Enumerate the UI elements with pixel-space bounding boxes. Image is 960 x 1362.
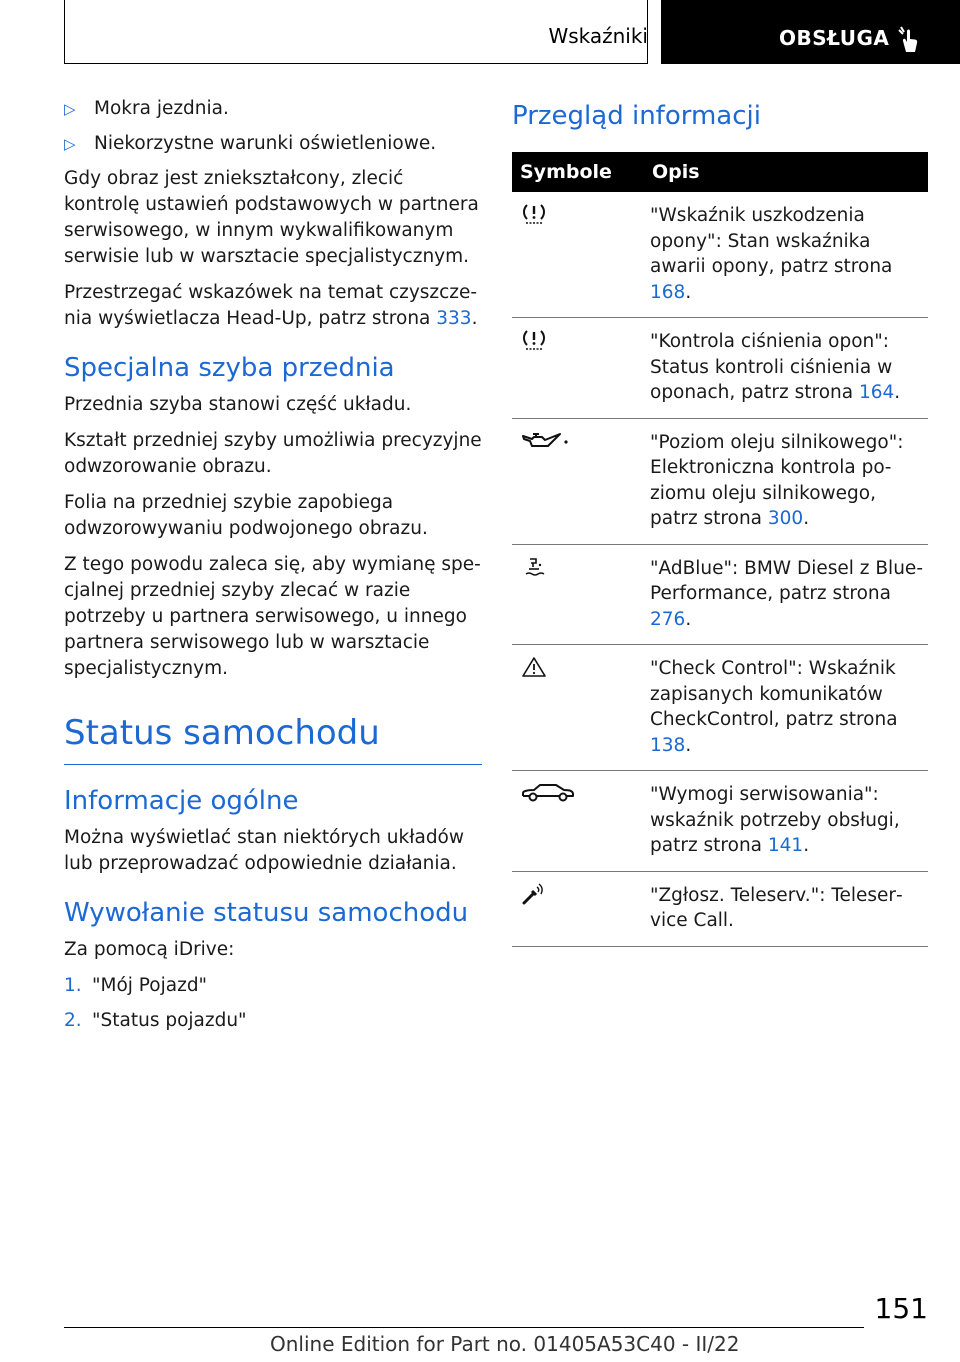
page-link[interactable]: 141 [767,835,804,856]
page-link[interactable]: 333 [436,308,472,329]
symbol-table [512,152,928,947]
edition-footer: Online Edition for Part no. 01405A53C40 - II/22 [270,1332,740,1356]
paragraph: Za pomocą iDrive: [64,939,235,960]
section-heading: Specjalna szyba przednia [64,353,395,383]
teleservice-wrench-icon [520,889,548,910]
table-row: "Wskaźnik uszkodzenia opony": Stan wskaźnika awarii opony, patrz strona 168. [512,192,928,318]
page-link[interactable]: 300 [767,508,804,529]
triangle-bullet-icon: ▷ [64,100,76,118]
tire-pressure-icon [520,335,548,356]
page-link[interactable]: 164 [858,382,895,403]
list-item: ▷ Niekorzystne warunki oświetleniowe. [64,131,482,157]
paragraph: Przednia szyba stanowi część układu. [64,394,412,415]
table-row: "AdBlue": BMW Diesel z BluePerformance, patrz strona 276. [512,544,928,645]
table-row: "Poziom oleju silnikowego": Elektroniczna kontrola poziomu oleju silnikowego, patrz strona 300. [512,418,928,544]
table-row: "Zgłosz. Teleserv.": Teleservice Call. [512,871,928,946]
chapter-heading: Status samochodu [64,710,482,765]
page-link[interactable]: 138 [650,734,686,756]
list-item: ▷ Mokra jezdnia. [64,96,482,122]
table-row: "Check Control": Wskaźnik zapisanych komunikatów CheckControl, patrz strona 138. [512,645,928,771]
section-heading: Przegląd informacji [512,101,761,131]
paragraph: Gdy obraz jest zniekształcony, zlecić kontrolę ustawień podstawowych w partnera serwisowego, w innym wykwalifikowanym serwisie lub w warsztacie specjalistycznym. [64,168,479,267]
page-number: 151 [874,1292,928,1325]
warning-triangle-icon [520,662,548,683]
paragraph: Można wyświetlać stan niektórych układów lub przeprowadzać odpowiednie działania. [64,827,465,874]
footer-divider [64,1327,864,1328]
step-item: 2. "Status pojazdu" [64,1010,247,1031]
adblue-icon [520,562,548,583]
chapter-tab-label: OBSŁUGA [779,26,890,50]
chapter-tab[interactable] [661,0,960,64]
service-car-icon [520,788,576,809]
table-row: "Kontrola ciśnienia opon": Status kontroli ciśnienia w oponach, patrz strona 164. [512,318,928,419]
paragraph: Przestrzegać wskazówek na temat czyszczenia wyświetlacza Head-Up, patrz strona 333. [64,282,478,329]
paragraph: Folia na przedniej szybie zapobiega odwzorowywaniu podwojonego obrazu. [64,492,428,539]
triangle-bullet-icon: ▷ [64,135,76,153]
step-item: 1. "Mój Pojazd" [64,975,208,996]
column-header-description: Opis [650,152,928,192]
page-link[interactable]: 276 [650,608,686,630]
section-heading: Informacje ogólne [64,786,299,816]
tire-warning-icon [520,209,548,230]
column-header-symbol: Symbole [512,152,650,192]
tap-hand-icon [897,26,921,58]
left-column [64,96,482,1043]
section-heading: Wywołanie statusu samochodu [64,898,469,928]
right-column [512,96,928,947]
page-link[interactable]: 168 [650,281,686,303]
oil-can-icon [520,436,572,457]
paragraph: Kształt przedniej szyby umożliwia precyzyjne odwzorowanie obrazu. [64,430,482,477]
section-title: Wskaźniki [548,24,648,48]
table-row: "Wymogi serwisowania": wskaźnik potrzeby obsługi, patrz strona 141. [512,771,928,872]
paragraph: Z tego powodu zaleca się, aby wymianę specjalnej przedniej szyby zlecać w razie potrzeby u partnera serwisowego, u innego partnera serwisowego lub w warsztacie specjalistycznym. [64,554,481,679]
